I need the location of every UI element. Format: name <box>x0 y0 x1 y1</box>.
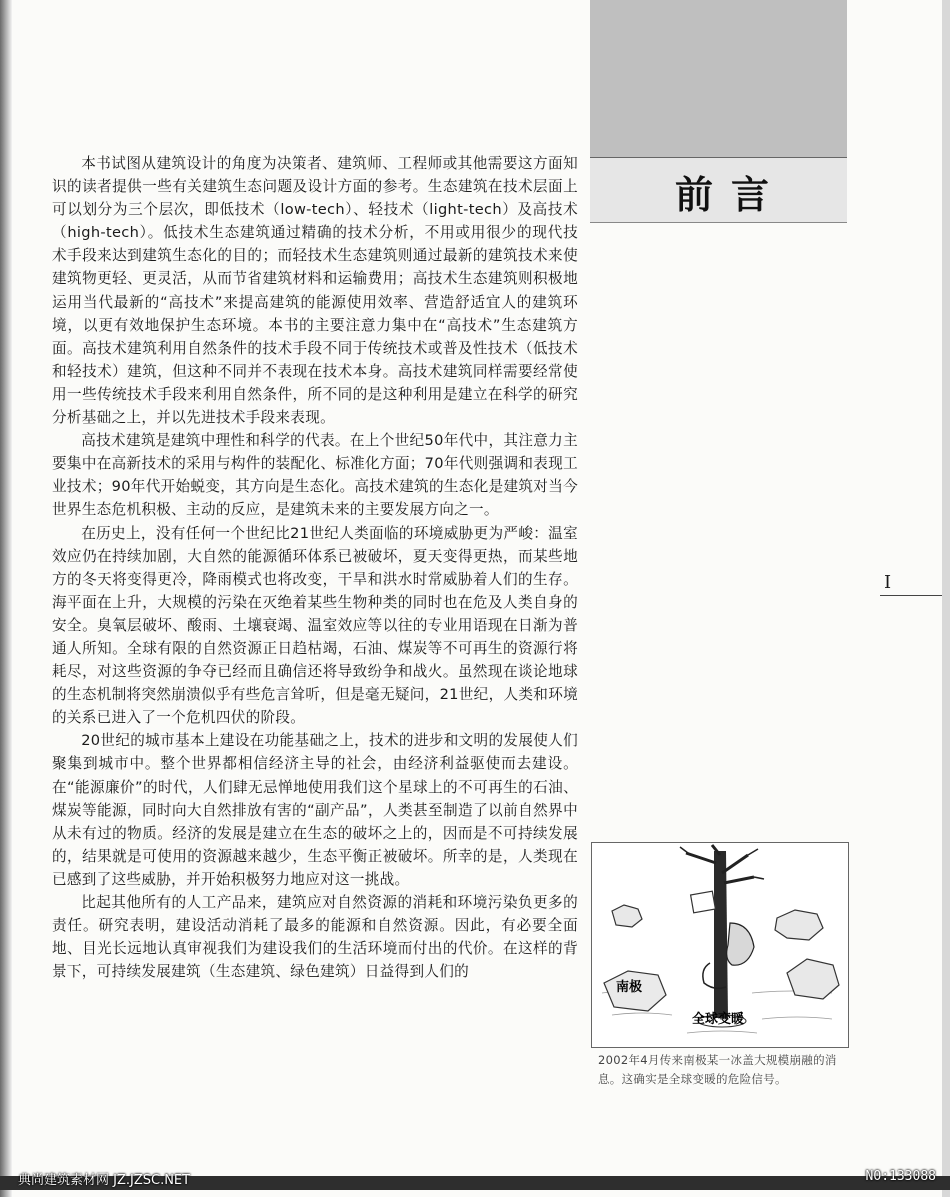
paragraph: 在历史上，没有任何一个世纪比21世纪人类面临的环境威胁更为严峻：温室效应仍在持续加剧，大自然的能源循环体系已被破坏，夏天变得更热，而某些地方的冬天将变得更冷，降雨模式也将改变，干旱和洪水时常威胁着人们的生存。海平面在上升，大规模的污染在灭绝着某些生物种类的同时也在危及人类自身的安全。臭氧层破坏、酸雨、土壤衰竭、温室效应等以往的专业用语现在日渐为普通人所知。全球有限的自然资源正日趋枯竭，石油、煤炭等不可再生的资源行将耗尽，对这些资源的争夺已经而且确信还将导致纷争和战火。虽然现在谈论地球的生态机制将突然崩溃似乎有些危言耸听，但是毫无疑问，21世纪，人类和环境的关系已进入了一个危机四伏的阶段。 <box>52 524 578 727</box>
paragraph: 本书试图从建筑设计的角度为决策者、建筑师、工程师或其他需要这方面知识的读者提供一些有关建筑生态问题及设计方面的参考。生态建筑在技术层面上可以划分为三个层次，即低技术（low-tech）、轻技术（light-tech）及高技术（high-tech）。低技术生态建筑通过精确的技术分析，不用或用很少的现代技术手段来达到建筑生态化的目的；而轻技术生态建筑则通过最新的建筑技术来使建筑物更轻、更灵活，从而节省建筑材料和运输费用；高技术生态建筑则积极地运用当代最新的“高技术”来提高建筑的能源使用效率、营造舒适宜人的建筑环境，以更有效地保护生态环境。本书的主要注意力集中在“高技术”生态建筑方面。高技术建筑利用自然条件的技术手段不同于传统技术或普及性技术（低技术和轻技术）建筑，但这种不同并不表现在技术本身。高技术建筑同样需要经常使用一些传统技术手段来利用自然条件，所不同的是这种利用是建立在科学的研究分析基础之上，并以先进技术手段来表现。 <box>52 155 578 427</box>
figure-label-global-warming: 全球变暖 <box>692 1012 745 1027</box>
scan-right-edge <box>942 0 950 1197</box>
header-gray-block <box>590 0 847 157</box>
figure-label-antarctica: 南极 <box>616 980 643 995</box>
page-number-rule <box>880 595 942 596</box>
paragraph: 20世纪的城市基本上建设在功能基础之上，技术的进步和文明的发展使人们聚集到城市中。整个世界都相信经济主导的社会，由经济利益驱使而去建设。在“能源廉价”的时代，人们肆无忌惮地使用我们这个星球上的不可再生的石油、煤炭等能源，同时向大自然排放有害的“副产品”，人类甚至制造了以前自然界中从未有过的物质。经济的发展是建立在生态的破坏之上的，因而是不可持续发展的，结果就是可使用的资源越来越少，生态平衡正被破坏。所幸的是，人类现在已感到了这些威胁，并开始积极努力地应对这一挑战。 <box>52 732 578 888</box>
page-number: I <box>884 572 892 593</box>
scan-left-edge <box>0 0 12 1197</box>
melting-ice-illustration <box>592 843 848 1047</box>
title-box <box>590 157 847 223</box>
page-title: 前言 <box>675 172 788 217</box>
body-text <box>52 152 578 983</box>
watermark-right: NO:133088 <box>865 1169 936 1184</box>
paragraph: 比起其他所有的人工产品来，建筑应对自然资源的消耗和环境污染负更多的责任。研究表明，建设活动消耗了最多的能源和自然资源。因此，有必要全面地、目光长远地认真审视我们为建设我们的生活环境而付出的代价。在这样的背景下，可持续发展建筑（生态建筑、绿色建筑）日益得到人们的 <box>52 894 578 981</box>
watermark-left: 典尚建筑素材网 JZ.JZSC.NET <box>18 1173 191 1188</box>
figure-illustration <box>591 842 849 1048</box>
figure-caption: 2002年4月传来南极某一冰盖大规模崩融的消息。这确实是全球变暖的危险信号。 <box>598 1053 837 1086</box>
paragraph: 高技术建筑是建筑中理性和科学的代表。在上个世纪50年代中，其注意力主要集中在高新技术的采用与构件的装配化、标准化方面；70年代则强调和表现工业技术；90年代开始蜕变，其方向是生态化。高技术建筑的生态化是建筑对当今世界生态危机积极、主动的反应，是建筑未来的主要发展方向之一。 <box>52 432 578 519</box>
